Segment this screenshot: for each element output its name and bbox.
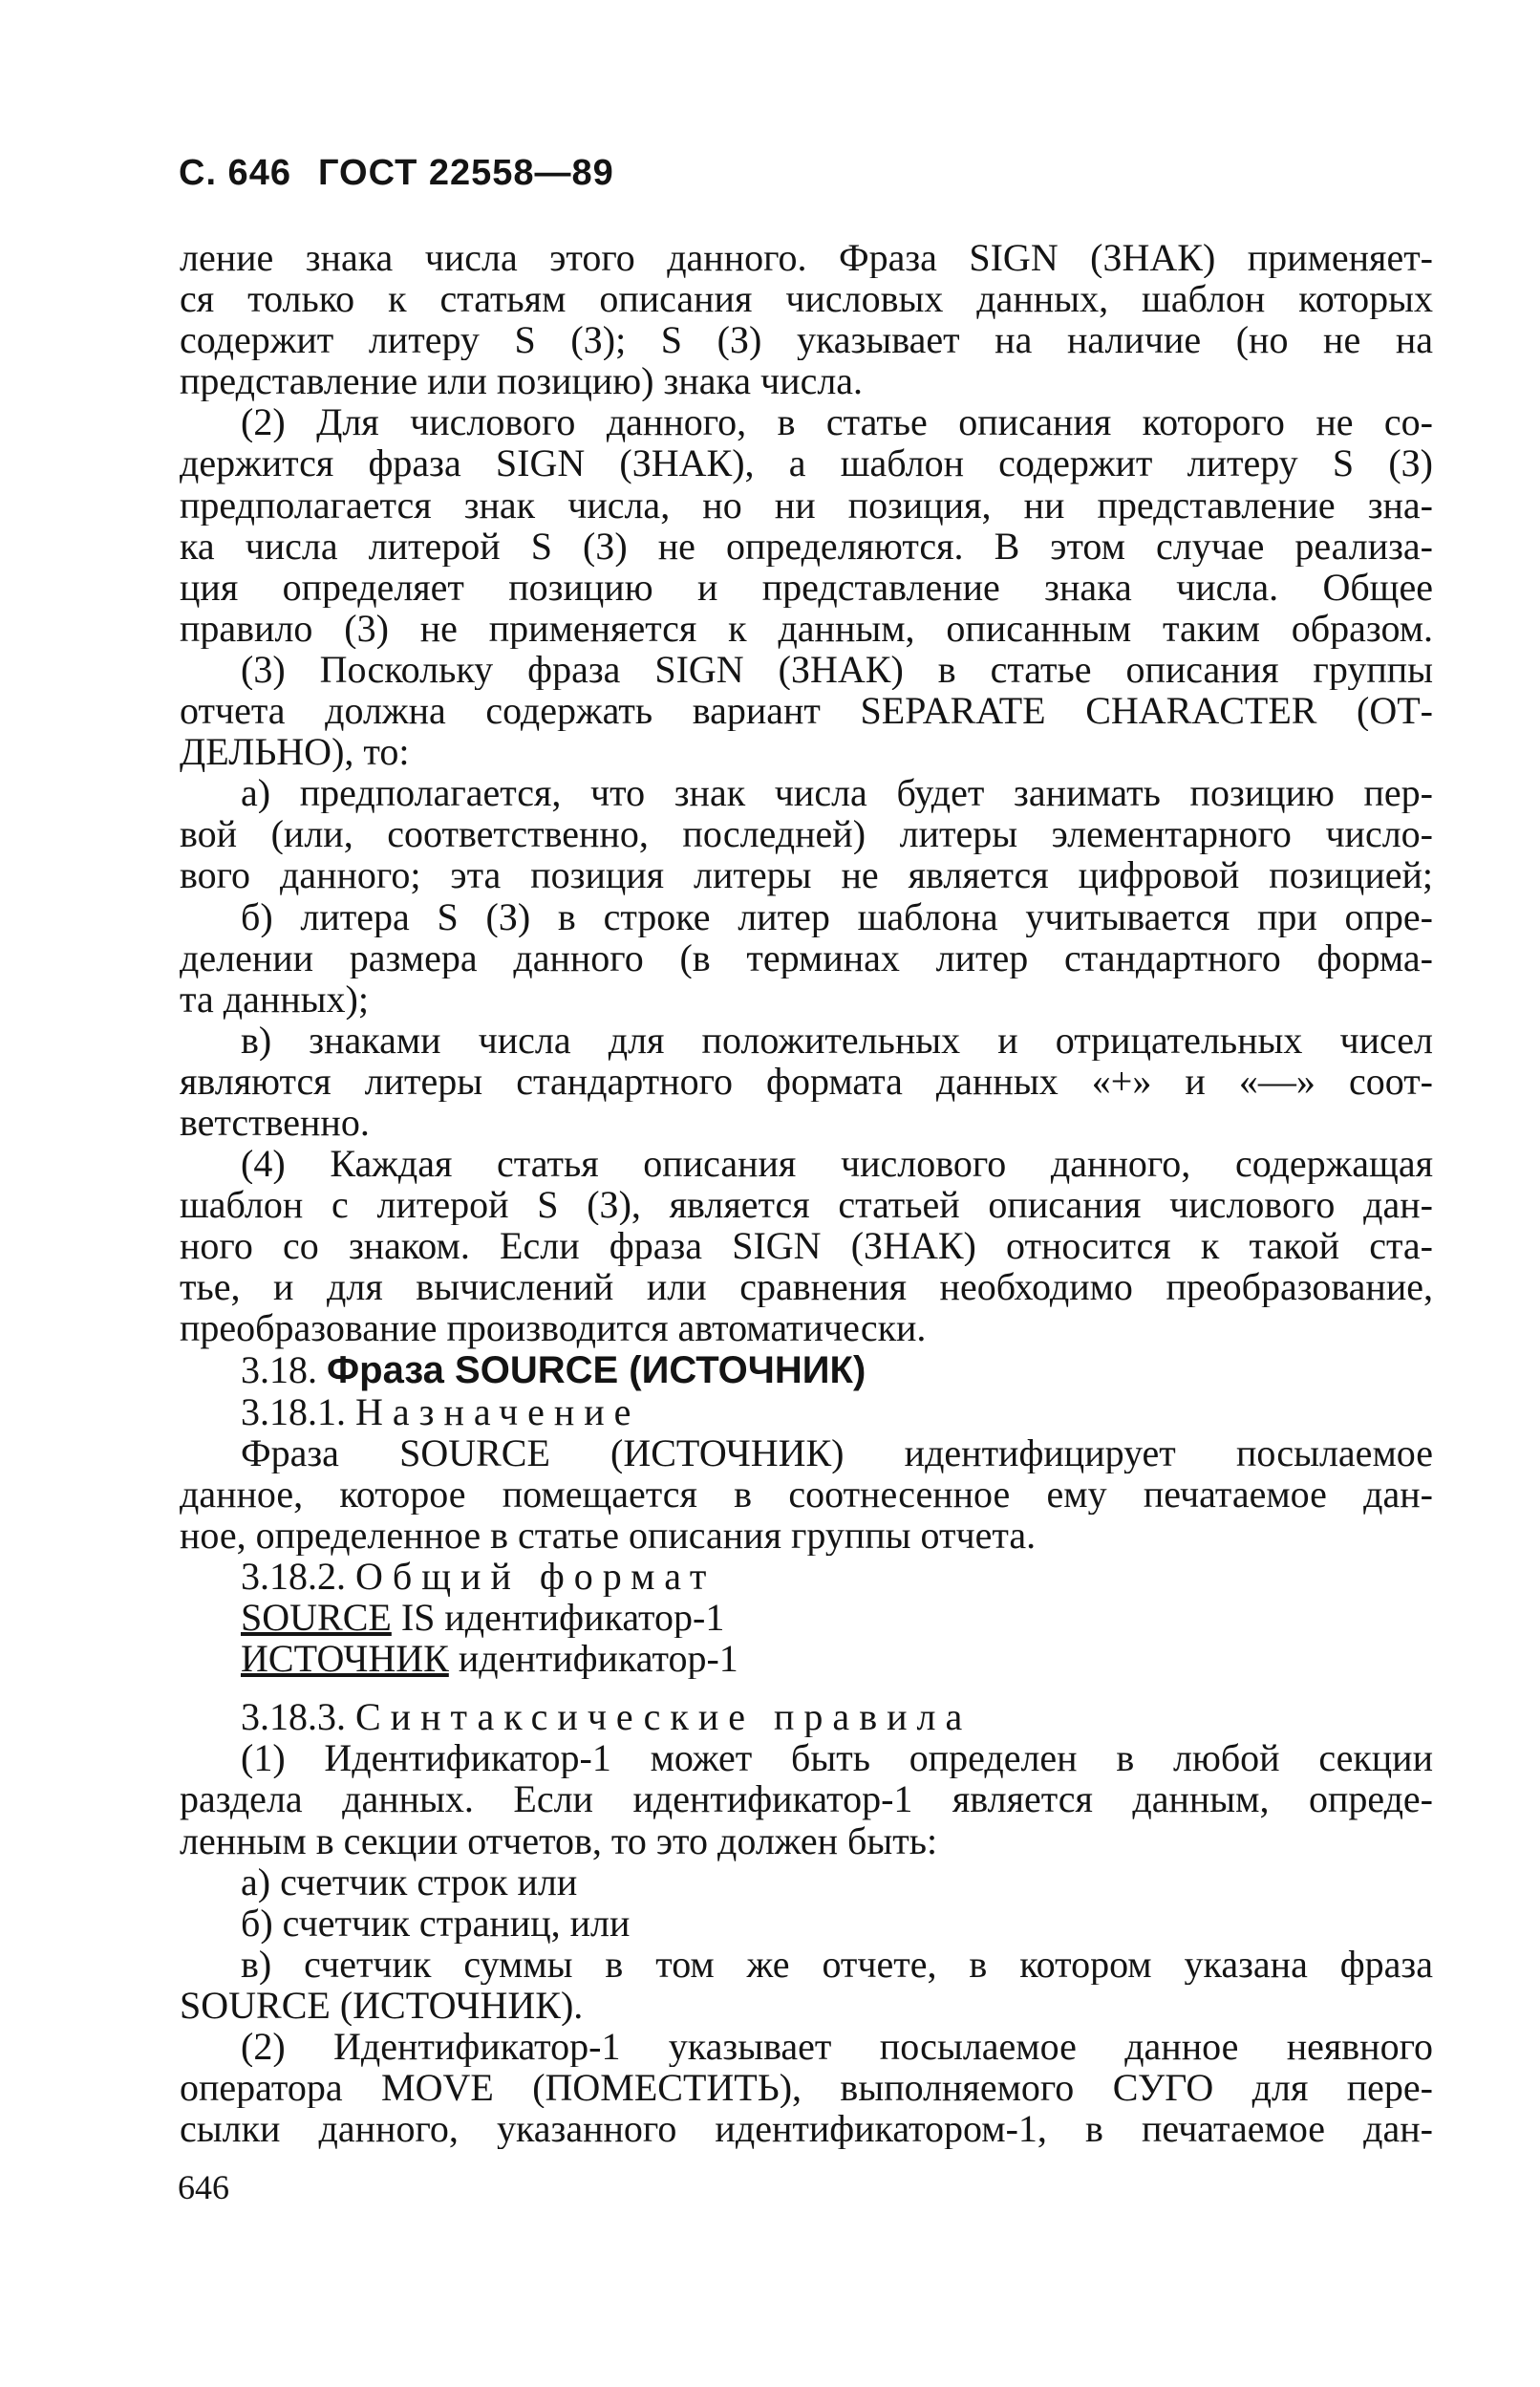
- text-line: (2) Идентификатор-1 указывает посылаемое данное неявного: [241, 2026, 1433, 2068]
- format-rest: IS идентификатор-1: [391, 1597, 725, 1639]
- paragraph-syntax-1: [180, 1737, 1433, 1860]
- text-line: а) счетчик строк или: [241, 1860, 578, 1903]
- text-line: ция определяет позицию и представление знака числа. Общее: [180, 566, 1433, 608]
- section-number: 3.18.3.: [241, 1696, 346, 1738]
- text-line: Фраза SOURCE (ИСТОЧНИК) идентифицирует посылаемое: [241, 1431, 1433, 1473]
- text-line: держится фраза SIGN (ЗНАК), а шаблон содержит литеру S (З): [180, 442, 1433, 484]
- page-number: 646: [178, 2168, 229, 2206]
- text-line: делении размера данного (в терминах литер стандартного форма-: [180, 936, 1433, 978]
- text-line: оператора MOVE (ПОМЕСТИТЬ), выполняемого СУГО для пере-: [180, 2067, 1433, 2109]
- keyword-source: SOURCE: [241, 1597, 392, 1639]
- subsection-heading-3-18-1: [180, 1391, 1433, 1432]
- text-line: содержит литеру S (З); S (З) указывает на наличие (но не на: [180, 319, 1433, 361]
- text-line: (4) Каждая статья описания числового данного, содержащая: [241, 1143, 1433, 1185]
- text-line: представление или позицию) знака числа.: [180, 360, 864, 402]
- list-item-a: [180, 1861, 1433, 1903]
- paragraph-rule-2: [180, 401, 1433, 649]
- keyword-istochnik: ИСТОЧНИК: [241, 1638, 449, 1680]
- text-line: вой (или, соответственно, последней) литеры элементарного число-: [180, 813, 1433, 855]
- text-line: ся только к статьям описания числовых данных, шаблон которых: [180, 278, 1433, 320]
- text-line: ветственно.: [180, 1101, 370, 1144]
- text-line: правило (3) не применяется к данным, описанным таким образом.: [180, 607, 1433, 649]
- section-title: Фраза SOURCE (ИСТОЧНИК): [327, 1348, 866, 1391]
- paragraph-sign-clause: [180, 237, 1433, 401]
- text-line: предполагается знак числа, но ни позиция, ни представление зна-: [180, 484, 1433, 526]
- text-line: тье, и для вычислений или сравнения необходимо преобразование,: [180, 1266, 1433, 1308]
- paragraph-rule-4: [180, 1143, 1433, 1348]
- text-line: ка числа литерой S (З) не определяются. В этом случае реализа-: [180, 525, 1433, 567]
- text-line: отчета должна содержать вариант SEPARATE CHARACTER (ОТ-: [180, 690, 1433, 732]
- section-title: Общий формат: [355, 1556, 717, 1598]
- text-line: ление знака числа этого данного. Фраза SIGN (ЗНАК) применяет-: [180, 237, 1433, 279]
- text-line: сылки данного, указанного идентификатором-1, в печатаемое дан-: [180, 2108, 1433, 2150]
- section-heading-3-18: [180, 1349, 1433, 1391]
- list-item-b: [180, 896, 1433, 1020]
- text-line: SOURCE (ИСТОЧНИК).: [180, 1984, 584, 2027]
- page-header: [179, 153, 614, 194]
- text-line: данное, которое помещается в соотнесенное ему печатаемое дан-: [180, 1473, 1433, 1515]
- text-line: вого данного; эта позиция литеры не является цифровой позицией;: [180, 854, 1433, 896]
- subsection-heading-3-18-3: [180, 1696, 1433, 1737]
- paragraph-purpose: [180, 1432, 1433, 1556]
- list-item-a: [180, 772, 1433, 895]
- list-item-v: [180, 1944, 1433, 2026]
- text-line: а) предполагается, что знак числа будет занимать позицию пер-: [241, 772, 1433, 814]
- text-line: в) счетчик суммы в том же отчете, в котором указана фраза: [241, 1943, 1433, 1985]
- subsection-heading-3-18-2: [180, 1556, 1433, 1597]
- list-item-b: [180, 1903, 1433, 1944]
- section-number: 3.18.1.: [241, 1390, 346, 1432]
- section-title: Назначение: [355, 1390, 641, 1432]
- text-line: (2) Для числового данного, в статье описания которого не со-: [241, 401, 1433, 443]
- text-line: шаблон с литерой S (З), является статьей описания числового дан-: [180, 1184, 1433, 1226]
- text-line: ного со знаком. Если фраза SIGN (ЗНАК) относится к такой ста-: [180, 1225, 1433, 1267]
- list-item-v: [180, 1020, 1433, 1143]
- paragraph-syntax-2: [180, 2026, 1433, 2149]
- text-line: ДЕЛЬНО), то:: [180, 731, 410, 773]
- standard-number: ГОСТ 22558—89: [317, 153, 614, 193]
- format-line-istochnik: [180, 1638, 1433, 1679]
- section-number: 3.18.: [241, 1348, 317, 1391]
- text-line: б) литера S (З) в строке литер шаблона учитывается при опре-: [241, 895, 1433, 937]
- text-line: та данных);: [180, 978, 369, 1020]
- format-rest: идентификатор-1: [448, 1638, 738, 1680]
- format-line-source: [180, 1597, 1433, 1638]
- text-line: б) счетчик страниц, или: [241, 1902, 631, 1944]
- text-line: раздела данных. Если идентификатор-1 является данным, опреде-: [180, 1778, 1433, 1820]
- text-line: (1) Идентификатор-1 может быть определен в любой секции: [241, 1737, 1433, 1779]
- text-line: в) знаками числа для положительных и отрицательных чисел: [241, 1019, 1433, 1061]
- text-line: (3) Поскольку фраза SIGN (ЗНАК) в статье описания группы: [241, 648, 1433, 691]
- text-line: являются литеры стандартного формата данных «+» и «—» соот-: [180, 1060, 1433, 1102]
- page-reference: С. 646: [179, 153, 291, 193]
- text-line: преобразование производится автоматически.: [180, 1307, 927, 1349]
- text-line: ное, определенное в статье описания группы отчета.: [180, 1514, 1037, 1556]
- section-title: Синтаксические правила: [355, 1696, 973, 1738]
- paragraph-rule-3: [180, 649, 1433, 772]
- body-text: [180, 237, 1433, 2149]
- text-line: ленным в секции отчетов, то это должен быть:: [180, 1819, 938, 1861]
- section-number: 3.18.2.: [241, 1556, 346, 1598]
